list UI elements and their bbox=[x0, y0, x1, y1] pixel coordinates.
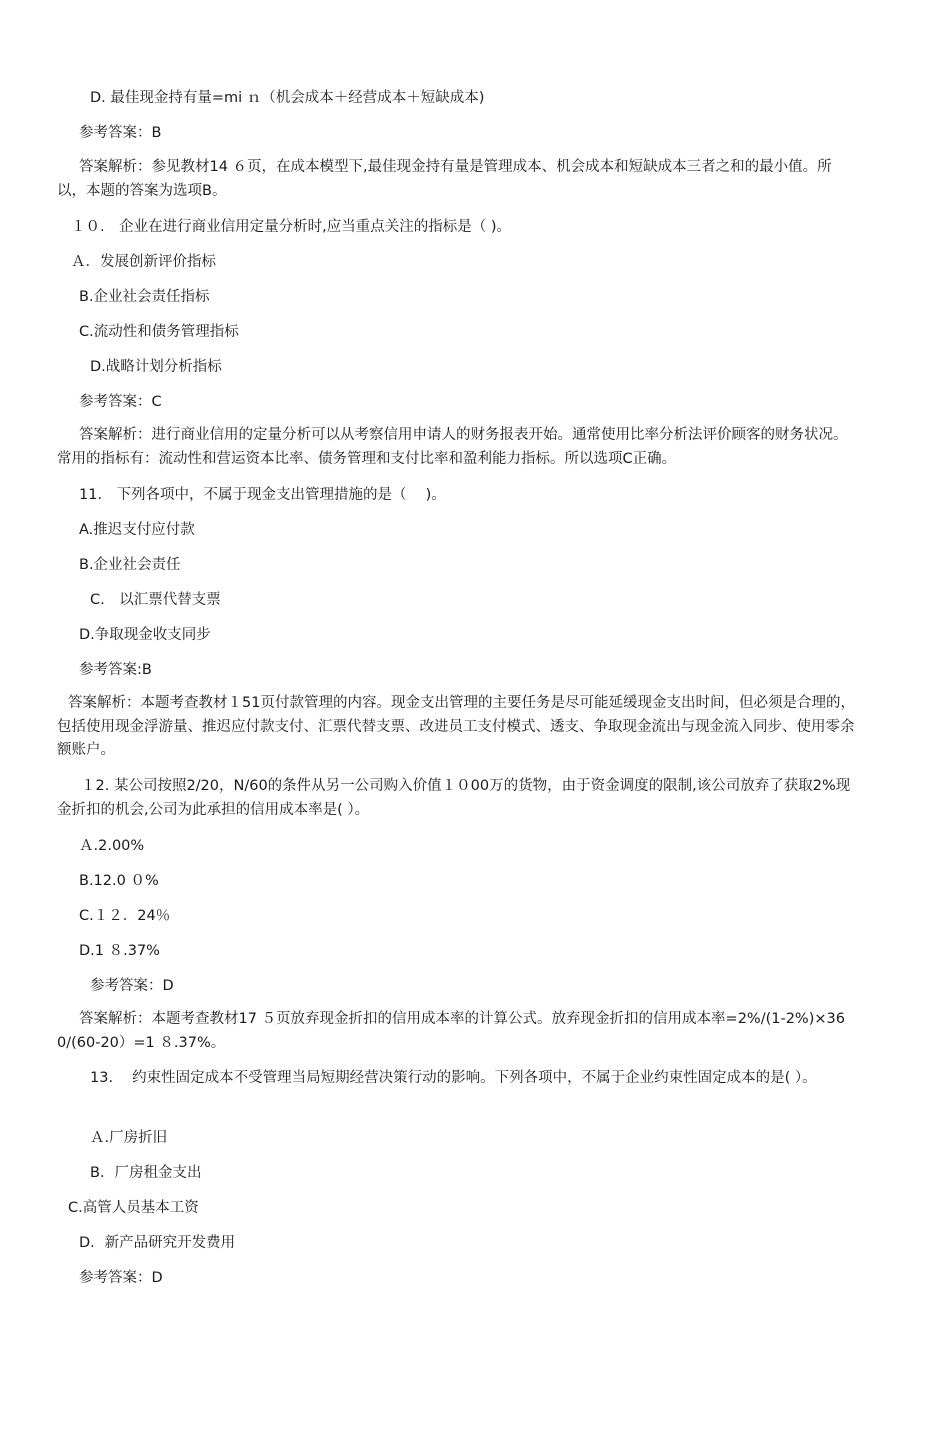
option-b-q10: B.企业社会责任指标 bbox=[79, 289, 210, 305]
reference-answer-q10: 参考答案：C bbox=[79, 394, 162, 410]
answer-explanation-q10: 答案解析：进行商业信用的定量分析可以从考察信用申请人的财务报表开始。通常使用比率分析法评价顾客的财务状况。常用的指标有：流动性和营运资本比率、债务管理和支付比率和盈利能力指标。所以选项C正确。 bbox=[57, 427, 848, 467]
option-b-q13: B．厂房租金支出 bbox=[90, 1165, 202, 1181]
option-c-q10: C.流动性和债务管理指标 bbox=[79, 324, 239, 340]
reference-answer-q13: 参考答案：D bbox=[79, 1270, 163, 1286]
question-11: 11. 下列各项中，不属于现金支出管理措施的是（ )。 bbox=[79, 487, 446, 503]
option-b-q11: B.企业社会责任 bbox=[79, 557, 181, 573]
option-d-q12: D.1 ８.37% bbox=[79, 943, 160, 959]
option-d-q13: D．新产品研究开发费用 bbox=[79, 1235, 236, 1251]
answer-explanation-q9: 答案解析：参见教材14 ６页，在成本模型下,最佳现金持有量是管理成本、机会成本和短缺成本三者之和的最小值。所以，本题的答案为选项B。 bbox=[57, 159, 832, 199]
option-c-q12: C.１２．24％ bbox=[79, 908, 171, 924]
option-a-q12: Ａ.2.00% bbox=[79, 838, 145, 854]
reference-answer-q9: 参考答案：B bbox=[79, 125, 162, 141]
option-b-q12: B.12.0 ０% bbox=[79, 873, 159, 889]
option-d-q11: D.争取现金收支同步 bbox=[79, 627, 211, 643]
question-13: 13. 约束性固定成本不受管理当局短期经营决策行动的影响。下列各项中，不属于企业约束性固定成本的是( ）。 bbox=[90, 1070, 817, 1086]
reference-answer-q12: 参考答案：D bbox=[90, 978, 174, 994]
option-c-q13: C.高管人员基本工资 bbox=[68, 1200, 199, 1216]
question-12: １2. 某公司按照2/20，N/60的条件从另一公司购入价值１０00万的货物，由于资金调度的限制,该公司放弃了获取2%现金折扣的机会,公司为此承担的信用成本率是( ）。 bbox=[57, 778, 851, 818]
option-c-q11: C. 以汇票代替支票 bbox=[90, 592, 221, 608]
option-a-q10: Ａ．发展创新评价指标 bbox=[71, 254, 216, 270]
option-a-q13: Ａ.厂房折旧 bbox=[90, 1130, 168, 1146]
answer-explanation-q11: 答案解析：本题考查教材１51页付款管理的内容。现金支出管理的主要任务是尽可能延缓现金支出时间，但必须是合理的，包括使用现金浮游量、推迟应付款支付、汇票代替支票、改进员工支付模式、透支、争取现金流出与现金流入同步、使用零余额账户。 bbox=[57, 695, 855, 758]
option-d-q9: D. 最佳现金持有量=mi ｎ（机会成本＋经营成本＋短缺成本) bbox=[90, 90, 485, 106]
option-a-q11: A.推迟支付应付款 bbox=[79, 522, 195, 538]
reference-answer-q11: 参考答案:B bbox=[79, 662, 152, 678]
question-10: １０. 企业在进行商业信用定量分析时,应当重点关注的指标是（ )。 bbox=[71, 219, 511, 235]
option-d-q10: D.战略计划分析指标 bbox=[90, 359, 222, 375]
answer-explanation-q12: 答案解析：本题考查教材17 ５页放弃现金折扣的信用成本率的计算公式。放弃现金折扣的信用成本率=2%/(1-2%)×360/(60-20）=1 ８.37%。 bbox=[57, 1011, 845, 1051]
